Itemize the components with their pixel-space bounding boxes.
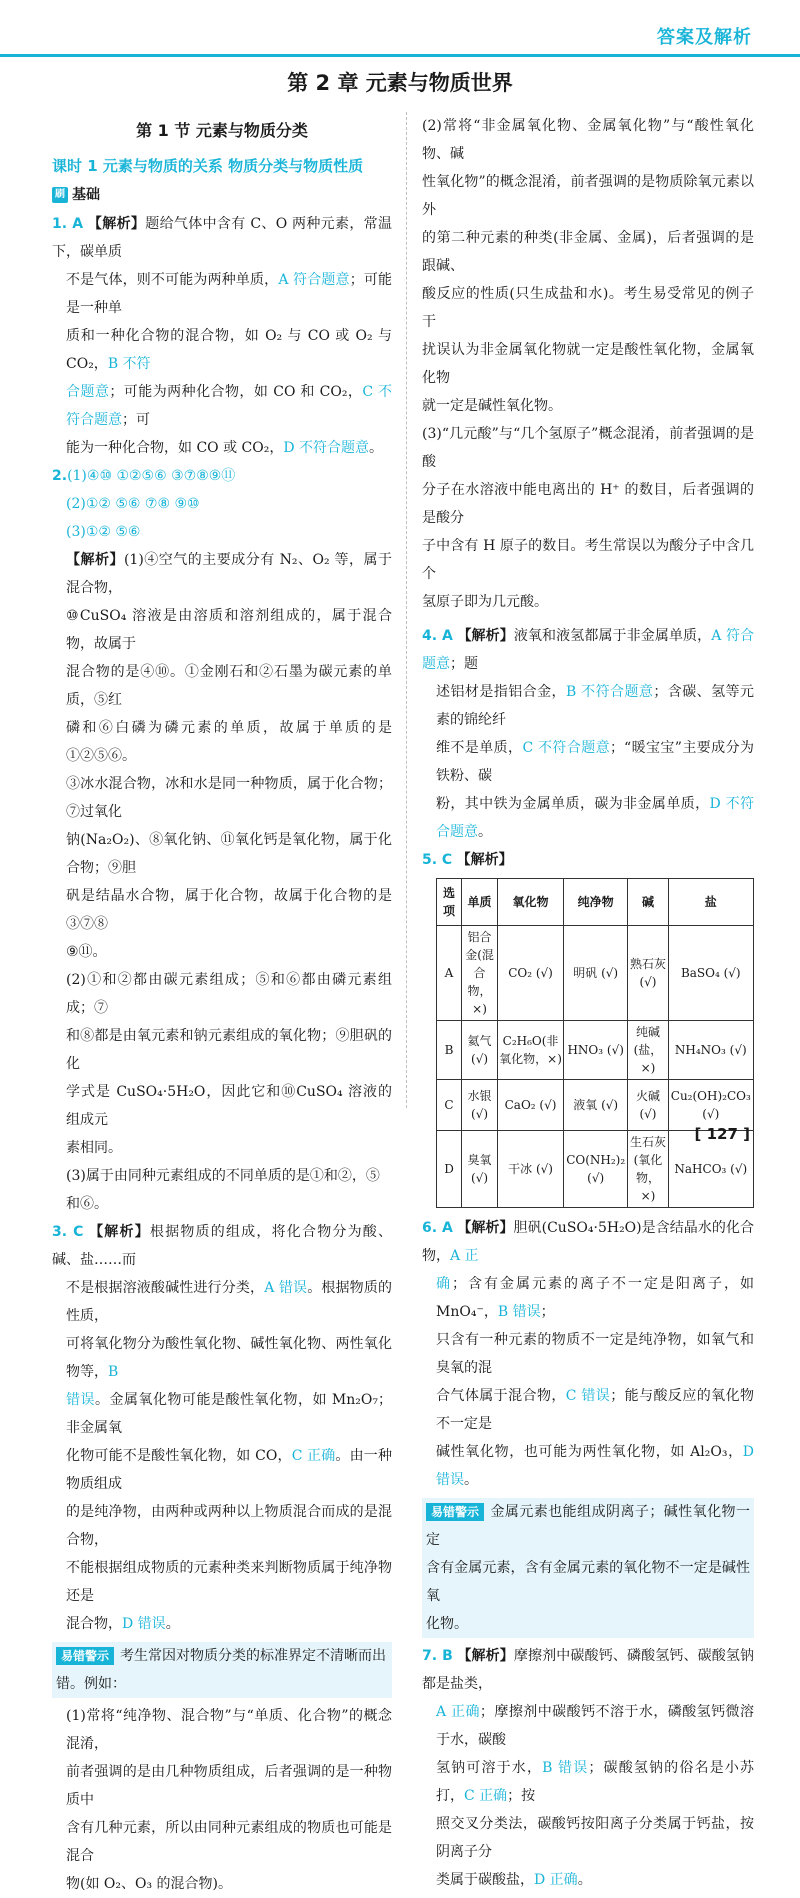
q3-note: 的第二种元素的种类(非金属、金属)，后者强调的是跟碱、 [422, 230, 754, 274]
answer-q1 [52, 210, 392, 462]
q5-tag: 【解析】 [456, 852, 513, 868]
answer-q3 [52, 1218, 392, 1898]
lesson-title: 课时 1 元素与物质的关系 物质分类与物质性质 [52, 157, 364, 175]
q4-text: 述铝材是指铝合金， [436, 684, 566, 700]
q2-text: 钠(Na₂O₂)、⑧氧化钠、⑪氧化钙是氧化物，属于化合物；⑨胆 [66, 832, 392, 876]
table-row [437, 1021, 754, 1080]
q3-text: 根据物质的组成，将化合物分为酸、碱、盐……而 [52, 1224, 393, 1268]
q2-text: (1)④空气的主要成分有 N₂、O₂ 等，属于混合物， [66, 552, 392, 596]
q7-verdict: D 正确 [534, 1872, 578, 1888]
q3-warning-continued [422, 112, 754, 616]
q2-text: 磷和⑥白磷为磷元素的单质，故属于单质的是①②⑤⑥。 [66, 720, 392, 764]
q7-verdict: C 正确 [464, 1788, 508, 1804]
q1-verdict: D 不符合题意 [283, 440, 370, 456]
q2-answer-3: (3)①② ⑤⑥ [66, 524, 141, 540]
q3-text: 。 [165, 1616, 180, 1632]
q6-warning-text: 金属元素也能组成阴离子；碱性氧化物一定 [426, 1504, 750, 1548]
q1-text: 质和一种化合物的混合物，如 O₂ 与 CO 或 O₂ 与 CO₂， [66, 328, 392, 372]
table-header: 单质 [462, 879, 498, 926]
q2-text: 和⑥。 [66, 1196, 108, 1212]
q3-text: 可将氧化物分为酸性氧化物、碱性氧化物、两性氧化物等， [66, 1336, 392, 1380]
q1-tag: 【解析】 [87, 216, 146, 232]
header-bar [0, 54, 800, 57]
q6-text: ；含有金属元素的离子不一定是阳离子，如 MnO₄⁻， [436, 1276, 754, 1320]
q3-warning-text: 错。例如： [56, 1676, 126, 1692]
q2-text: ③冰水混合物，冰和水是同一种物质，属于化合物；⑦过氧化 [66, 776, 392, 820]
basic-icon: 刷 [52, 187, 68, 203]
left-column [52, 112, 392, 1898]
q1-text: ；可能为两种化合物，如 CO 和 CO₂， [109, 384, 363, 400]
answer-q5 [422, 846, 754, 1208]
table-cell: Cu₂(OH)₂CO₃ (√) [668, 1080, 753, 1131]
q4-tag: 【解析】 [457, 628, 514, 644]
q3-note: (2)常将“非金属氧化物、金属氧化物”与“酸性氧化物、碱 [422, 118, 754, 162]
basic-heading [52, 182, 392, 208]
q4-text: 维不是单质， [436, 740, 523, 756]
q6-warning-text: 化物。 [426, 1616, 468, 1632]
table-cell: C₂H₆O(非氧化物，×) [498, 1021, 564, 1080]
table-cell: 液氧 (√) [564, 1080, 628, 1131]
q4-text: ；题 [450, 656, 478, 672]
q1-text: ；可 [122, 412, 150, 428]
q1-verdict: C 不符合题意 [66, 384, 393, 428]
q3-text: 不能根据组成物质的元素种类来判断物质属于纯净物还是 [66, 1560, 392, 1604]
q3-text: 。金属氧化物可能是酸性氧化物，如 Mn₂O₇；非金属氧 [66, 1392, 392, 1436]
q7-verdict: A 正确 [436, 1704, 480, 1720]
q1-text: ；可能是一种单 [66, 272, 392, 316]
q3-warning [52, 1642, 392, 1698]
q4-number: 4. A [422, 628, 453, 644]
table-cell: NH₄NO₃ (√) [668, 1021, 753, 1080]
q3-note: 酸反应的性质(只生成盐和水)。考生易受常见的例子干 [422, 286, 754, 330]
q3-note: 分子在水溶液中能电离出的 H⁺ 的数目，后者强调的是酸分 [422, 482, 754, 526]
table-header: 氧化物 [498, 879, 564, 926]
q3-number: 3. C [52, 1224, 84, 1240]
q7-number: 7. B [422, 1648, 453, 1664]
q3-text: 。由一种物质组成 [66, 1448, 392, 1492]
q2-text: 素相同。 [66, 1140, 122, 1156]
table-cell: 干冰 (√) [498, 1131, 564, 1208]
chapter-title: 第 2 章 元素与物质世界 [287, 71, 513, 95]
section-title: 第 1 节 元素与物质分类 [136, 121, 308, 140]
q5-number: 5. C [422, 852, 453, 868]
q3-text: 化物可能不是酸性氧化物，如 CO， [66, 1448, 292, 1464]
table-cell: NaHCO₃ (√) [668, 1131, 753, 1208]
q1-verdict: A 符合题意 [278, 272, 350, 288]
q6-warning-badge: 易错警示 [426, 1503, 484, 1521]
classification-table [436, 878, 754, 1208]
q7-text: 类属于碳酸盐， [436, 1872, 534, 1888]
column-divider [406, 112, 407, 1108]
table-cell: 熟石灰 (√) [628, 926, 668, 1021]
q1-text: 题给气体中含有 C、O 两种元素，常温下，碳单质 [52, 216, 393, 260]
q4-text: ；“暖宝宝”主要成分为铁粉、碳 [436, 740, 754, 784]
q3-verdict: D 错误 [122, 1616, 166, 1632]
q3-note: 性氧化物”的概念混淆，前者强调的是物质除氧元素以外 [422, 174, 754, 218]
q3-verdict: A 错误 [264, 1280, 308, 1296]
table-cell: 水银 (√) [462, 1080, 498, 1131]
q7-text: 摩擦剂中碳酸钙、磷酸氢钙、碳酸氢钠都是盐类， [422, 1648, 755, 1692]
q3-warning-text: 考生常因对物质分类的标准界定不清晰而出 [120, 1648, 387, 1664]
q4-text: 。 [478, 824, 492, 840]
q6-verdict: B 错误 [497, 1304, 541, 1320]
table-cell: CO(NH₂)₂ (√) [564, 1131, 628, 1208]
q1-text: 。 [369, 440, 384, 456]
table-cell: CO₂ (√) [498, 926, 564, 1021]
q6-warning-text: 含有金属元素，含有金属元素的氧化物不一定是碱性氧 [426, 1560, 750, 1604]
q6-text: ； [540, 1304, 555, 1320]
header-label: 答案及解析 [657, 27, 752, 48]
q3-note: 氢原子即为几元酸。 [422, 594, 548, 610]
q7-text: ；碳酸氢钠的俗名是小苏打， [436, 1760, 754, 1804]
q1-verdict: B 不符 [107, 356, 151, 372]
q2-text: 和⑧都是由氧元素和钠元素组成的氧化物；⑨胆矾的化 [66, 1028, 392, 1072]
q4-verdict: A 符合题意 [422, 628, 755, 672]
q7-text: 。 [577, 1872, 592, 1888]
q1-text: 能为一种化合物，如 CO 或 CO₂， [66, 440, 284, 456]
q6-number: 6. A [422, 1220, 453, 1236]
q6-text: 碱性氧化物，也可能为两性氧化物，如 Al₂O₃， [436, 1444, 743, 1460]
table-cell: 火碱 (√) [628, 1080, 668, 1131]
q4-verdict: C 不符合题意 [522, 740, 611, 756]
q2-number: 2. [52, 468, 68, 484]
q4-text: 液氧和液氢都属于非金属单质， [513, 628, 712, 644]
answer-q4 [422, 622, 754, 846]
q2-answer-2: (2)①② ⑤⑥ ⑦⑧ ⑨⑩ [66, 496, 200, 512]
q3-tag: 【解析】 [89, 1224, 150, 1240]
q6-verdict: C 错误 [565, 1388, 611, 1404]
q2-tag: 【解析】 [66, 552, 124, 568]
q3-text: 的是纯净物，由两种或两种以上物质混合而成的是混合物， [66, 1504, 392, 1548]
q6-text: 。 [464, 1472, 478, 1488]
q3-text: 混合物， [66, 1616, 122, 1632]
q7-text: ；按 [507, 1788, 536, 1804]
table-row [437, 926, 754, 1021]
table-cell: 铝合金(混合物，×) [462, 926, 498, 1021]
answer-q7 [422, 1642, 754, 1894]
table-cell: B [437, 1021, 462, 1080]
q6-text: 合气体属于混合物， [436, 1388, 566, 1404]
q1-verdict: 合题意 [66, 384, 110, 400]
q3-note: 含有几种元素，所以由同种元素组成的物质也可能是混合 [66, 1820, 392, 1864]
answer-q2 [52, 462, 392, 1218]
q2-text: 混合物的是④⑩。①金刚石和②石墨为碳元素的单质，⑤红 [66, 664, 392, 708]
q6-tag: 【解析】 [457, 1220, 514, 1236]
table-row [437, 1080, 754, 1131]
table-cell: 生石灰(氧化物，×) [628, 1131, 668, 1208]
table-cell: D [437, 1131, 462, 1208]
q4-verdict: D 不符合题意 [436, 796, 754, 840]
table-cell: CaO₂ (√) [498, 1080, 564, 1131]
q3-verdict: C 正确 [291, 1448, 336, 1464]
q3-note: (1)常将“纯净物、混合物”与“单质、化合物”的概念混淆， [66, 1708, 392, 1752]
table-header-row [437, 879, 754, 926]
q4-verdict: B 不符合题意 [565, 684, 654, 700]
q6-verdict: 确 [436, 1276, 452, 1292]
q1-number: 1. A [52, 216, 84, 232]
q7-tag: 【解析】 [457, 1648, 514, 1664]
q2-text: (3)属于由同种元素组成的不同单质的是①和②，⑤ [66, 1168, 380, 1184]
q6-verdict: A 正 [450, 1248, 479, 1264]
q6-text: ；能与酸反应的氧化物不一定是 [436, 1388, 755, 1432]
q3-note: 前者强调的是由几种物质组成，后者强调的是一种物质中 [66, 1764, 392, 1808]
page-number: [ 127 ] [694, 1125, 750, 1143]
q6-warning [422, 1498, 754, 1638]
table-header: 选项 [437, 879, 462, 926]
q4-text: 粉，其中铁为金属单质，碳为非金属单质， [436, 796, 710, 812]
q2-text: ⑨⑪。 [66, 944, 107, 960]
q7-text: 照交叉分类法，碳酸钙按阳离子分类属于钙盐，按阴离子分 [436, 1816, 754, 1860]
table-header: 碱 [628, 879, 668, 926]
q6-text: 只含有一种元素的物质不一定是纯净物，如氧气和臭氧的混 [436, 1332, 754, 1376]
table-cell: BaSO₄ (√) [668, 926, 753, 1021]
table-cell: 纯碱(盐，×) [628, 1021, 668, 1080]
right-column [422, 112, 754, 1894]
answer-q6 [422, 1214, 754, 1638]
table-cell: 臭氧 (√) [462, 1131, 498, 1208]
q1-text: 不是气体，则不可能为两种单质， [66, 272, 279, 288]
q2-text: ⑩CuSO₄ 溶液是由溶质和溶剂组成的，属于混合物，故属于 [66, 608, 392, 652]
q3-note: (3)“几元酸”与“几个氢原子”概念混淆，前者强调的是酸 [422, 426, 754, 470]
q6-text: 胆矾(CuSO₄·5H₂O)是含结晶水的化合物， [422, 1220, 754, 1264]
q3-text: 不是根据溶液酸碱性进行分类， [66, 1280, 265, 1296]
q3-note: 物(如 O₂、O₃ 的混合物)。 [66, 1876, 233, 1892]
q3-note: 子中含有 H 原子的数目。考生常误以为酸分子中含几个 [422, 538, 754, 582]
q3-verdict: 错误 [66, 1392, 95, 1408]
q3-note: 就一定是碱性氧化物。 [422, 398, 562, 414]
table-cell: C [437, 1080, 462, 1131]
q7-verdict: B 错误 [542, 1760, 589, 1776]
q2-text: 矾是结晶水合物，属于化合物，故属于化合物的是③⑦⑧ [66, 888, 392, 932]
table-header: 盐 [668, 879, 753, 926]
table-cell: 氦气 (√) [462, 1021, 498, 1080]
q2-text: (2)①和②都由碳元素组成；⑤和⑥都由磷元素组成；⑦ [66, 972, 392, 1016]
q7-text: ；摩擦剂中碳酸钙不溶于水，磷酸氢钙微溶于水，碳酸 [436, 1704, 755, 1748]
q6-verdict: D 错误 [436, 1444, 754, 1488]
q2-text: 学式是 CuSO₄·5H₂O，因此它和⑩CuSO₄ 溶液的组成元 [66, 1084, 392, 1128]
q3-text: 。根据物质的性质， [66, 1280, 392, 1324]
q3-verdict: B [108, 1364, 119, 1380]
table-cell: 明矾 (√) [564, 926, 628, 1021]
table-header: 纯净物 [564, 879, 628, 926]
table-cell: HNO₃ (√) [564, 1021, 628, 1080]
table-cell: A [437, 926, 462, 1021]
q3-note: 扰误认为非金属氧化物就一定是酸性氧化物，金属氧化物 [422, 342, 754, 386]
q3-warning-badge: 易错警示 [56, 1647, 114, 1665]
basic-label: 基础 [72, 187, 100, 203]
q7-text: 氢钠可溶于水， [436, 1760, 543, 1776]
q2-answer-1: (1)④⑩ ①②⑤⑥ ③⑦⑧⑨⑪ [67, 468, 236, 484]
q4-text: ；含碳、氢等元素的锦纶纤 [436, 684, 755, 728]
